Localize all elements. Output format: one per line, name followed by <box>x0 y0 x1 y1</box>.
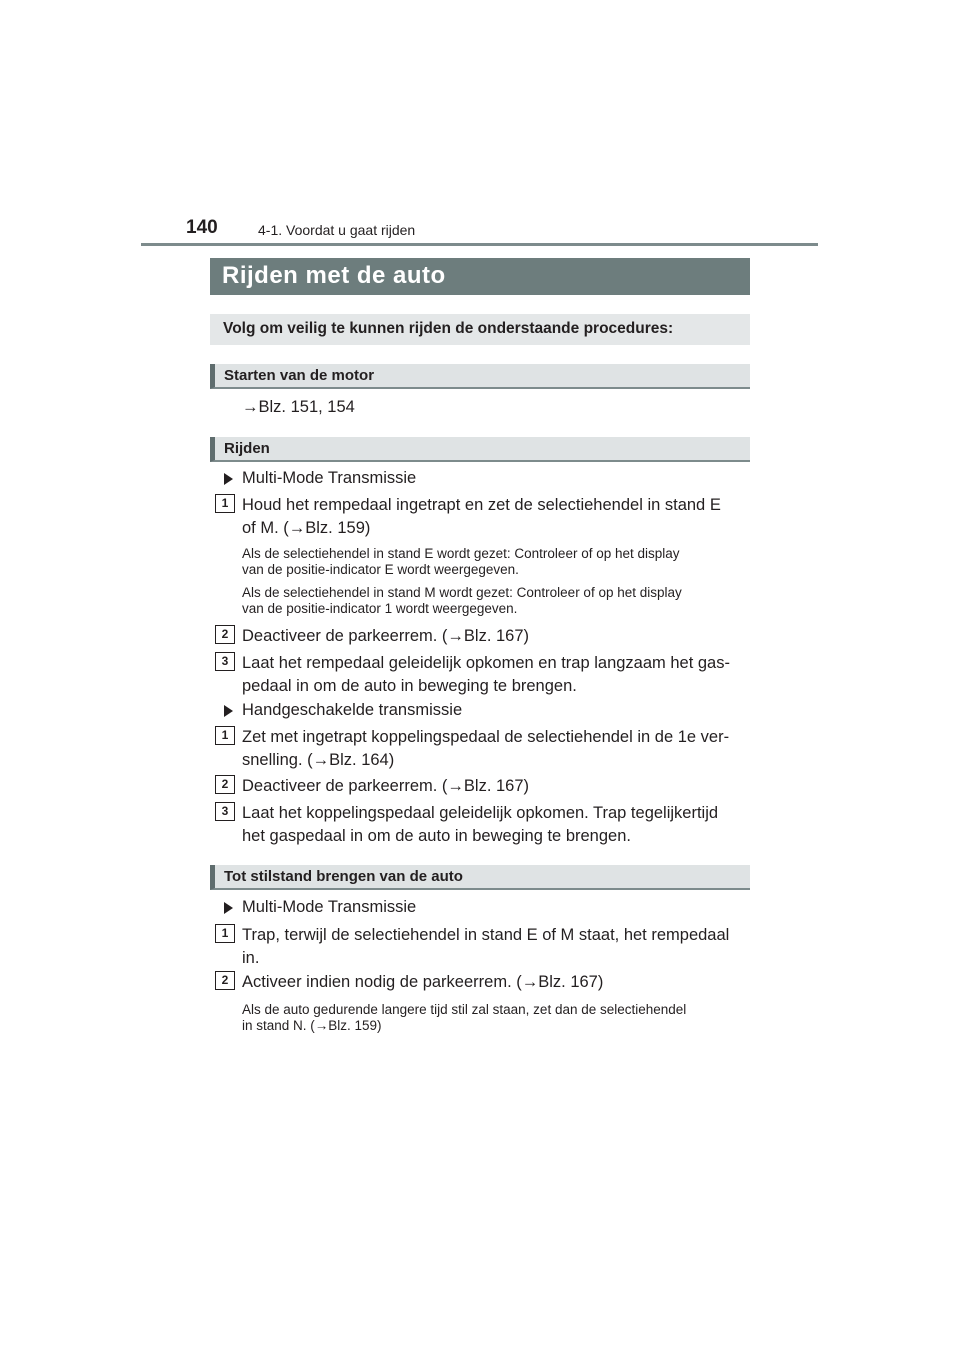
heading-starting <box>210 364 750 389</box>
mmt-note2-line2: van de positie-indicator 1 wordt weergegeven. <box>242 601 518 616</box>
heading-driving-text: Rijden <box>224 440 270 457</box>
intro-box <box>210 314 750 345</box>
mmt-step3-line1: Laat het rempedaal geleidelijk opkomen en trap langzaam het gas- <box>242 654 730 672</box>
intro-text: Volg om veilig te kunnen rijden de onderstaande procedures: <box>223 320 674 337</box>
mmt-note2-line1: Als de selectiehendel in stand M wordt gezet: Controleer of op het display <box>242 585 682 600</box>
step-number: 1 <box>215 494 235 513</box>
page-title-bar <box>210 258 750 295</box>
step-number: 3 <box>215 652 235 671</box>
step-number: 2 <box>215 625 235 644</box>
triangle-bullet-icon <box>224 705 233 717</box>
heading-stopping-text: Tot stilstand brengen van de auto <box>224 868 463 885</box>
heading-driving <box>210 437 750 462</box>
triangle-bullet-icon <box>224 902 233 914</box>
heading-stopping <box>210 865 750 890</box>
stopping-step1-line2: in. <box>242 949 260 967</box>
mmt-step1-line1: Houd het rempedaal ingetrapt en zet de selectiehendel in stand E <box>242 496 721 514</box>
starting-ref: →Blz. 151, 154 <box>242 398 355 416</box>
mmt-label: Multi-Mode Transmissie <box>242 469 417 487</box>
step-number: 1 <box>215 726 235 745</box>
stopping-step2: Activeer indien nodig de parkeerrem. (→Blz. 167) <box>242 973 604 991</box>
manual-label: Handgeschakelde transmissie <box>242 701 463 719</box>
manual-step1-line1: Zet met ingetrapt koppelingspedaal de selectiehendel in de 1e ver- <box>242 728 730 746</box>
triangle-bullet-icon <box>224 473 233 485</box>
mmt-note1-line1: Als de selectiehendel in stand E wordt gezet: Controleer of op het display <box>242 546 680 561</box>
mmt-step1-line2: of M. (→Blz. 159) <box>242 519 371 537</box>
manual-step3-line1: Laat het koppelingspedaal geleidelijk opkomen. Trap tegelijkertijd <box>242 804 719 822</box>
manual-step3-line2: het gaspedaal in om de auto in beweging te brengen. <box>242 827 631 845</box>
stopping-step1-line1: Trap, terwijl de selectiehendel in stand E of M staat, het rempedaal <box>242 926 730 944</box>
manual-step2: Deactiveer de parkeerrem. (→Blz. 167) <box>242 777 530 795</box>
step-number: 3 <box>215 802 235 821</box>
mmt-note1-line2: van de positie-indicator E wordt weergegeven. <box>242 562 519 577</box>
page-title: Rijden met de auto <box>222 262 446 289</box>
manual-step1-line2: snelling. (→Blz. 164) <box>242 751 395 769</box>
stopping-label: Multi-Mode Transmissie <box>242 898 417 916</box>
stopping-note-line2: in stand N. (→Blz. 159) <box>242 1018 382 1033</box>
step-number: 2 <box>215 971 235 990</box>
step-number: 1 <box>215 924 235 943</box>
page-number: 140 <box>186 217 218 238</box>
mmt-step2: Deactiveer de parkeerrem. (→Blz. 167) <box>242 627 530 645</box>
header-rule <box>141 243 818 246</box>
mmt-step3-line2: pedaal in om de auto in beweging te brengen. <box>242 677 577 695</box>
heading-starting-text: Starten van de motor <box>224 367 375 384</box>
step-number: 2 <box>215 775 235 794</box>
stopping-note-line1: Als de auto gedurende langere tijd stil zal staan, zet dan de selectiehendel <box>242 1002 687 1017</box>
section-title: 4-1. Voordat u gaat rijden <box>258 222 416 238</box>
